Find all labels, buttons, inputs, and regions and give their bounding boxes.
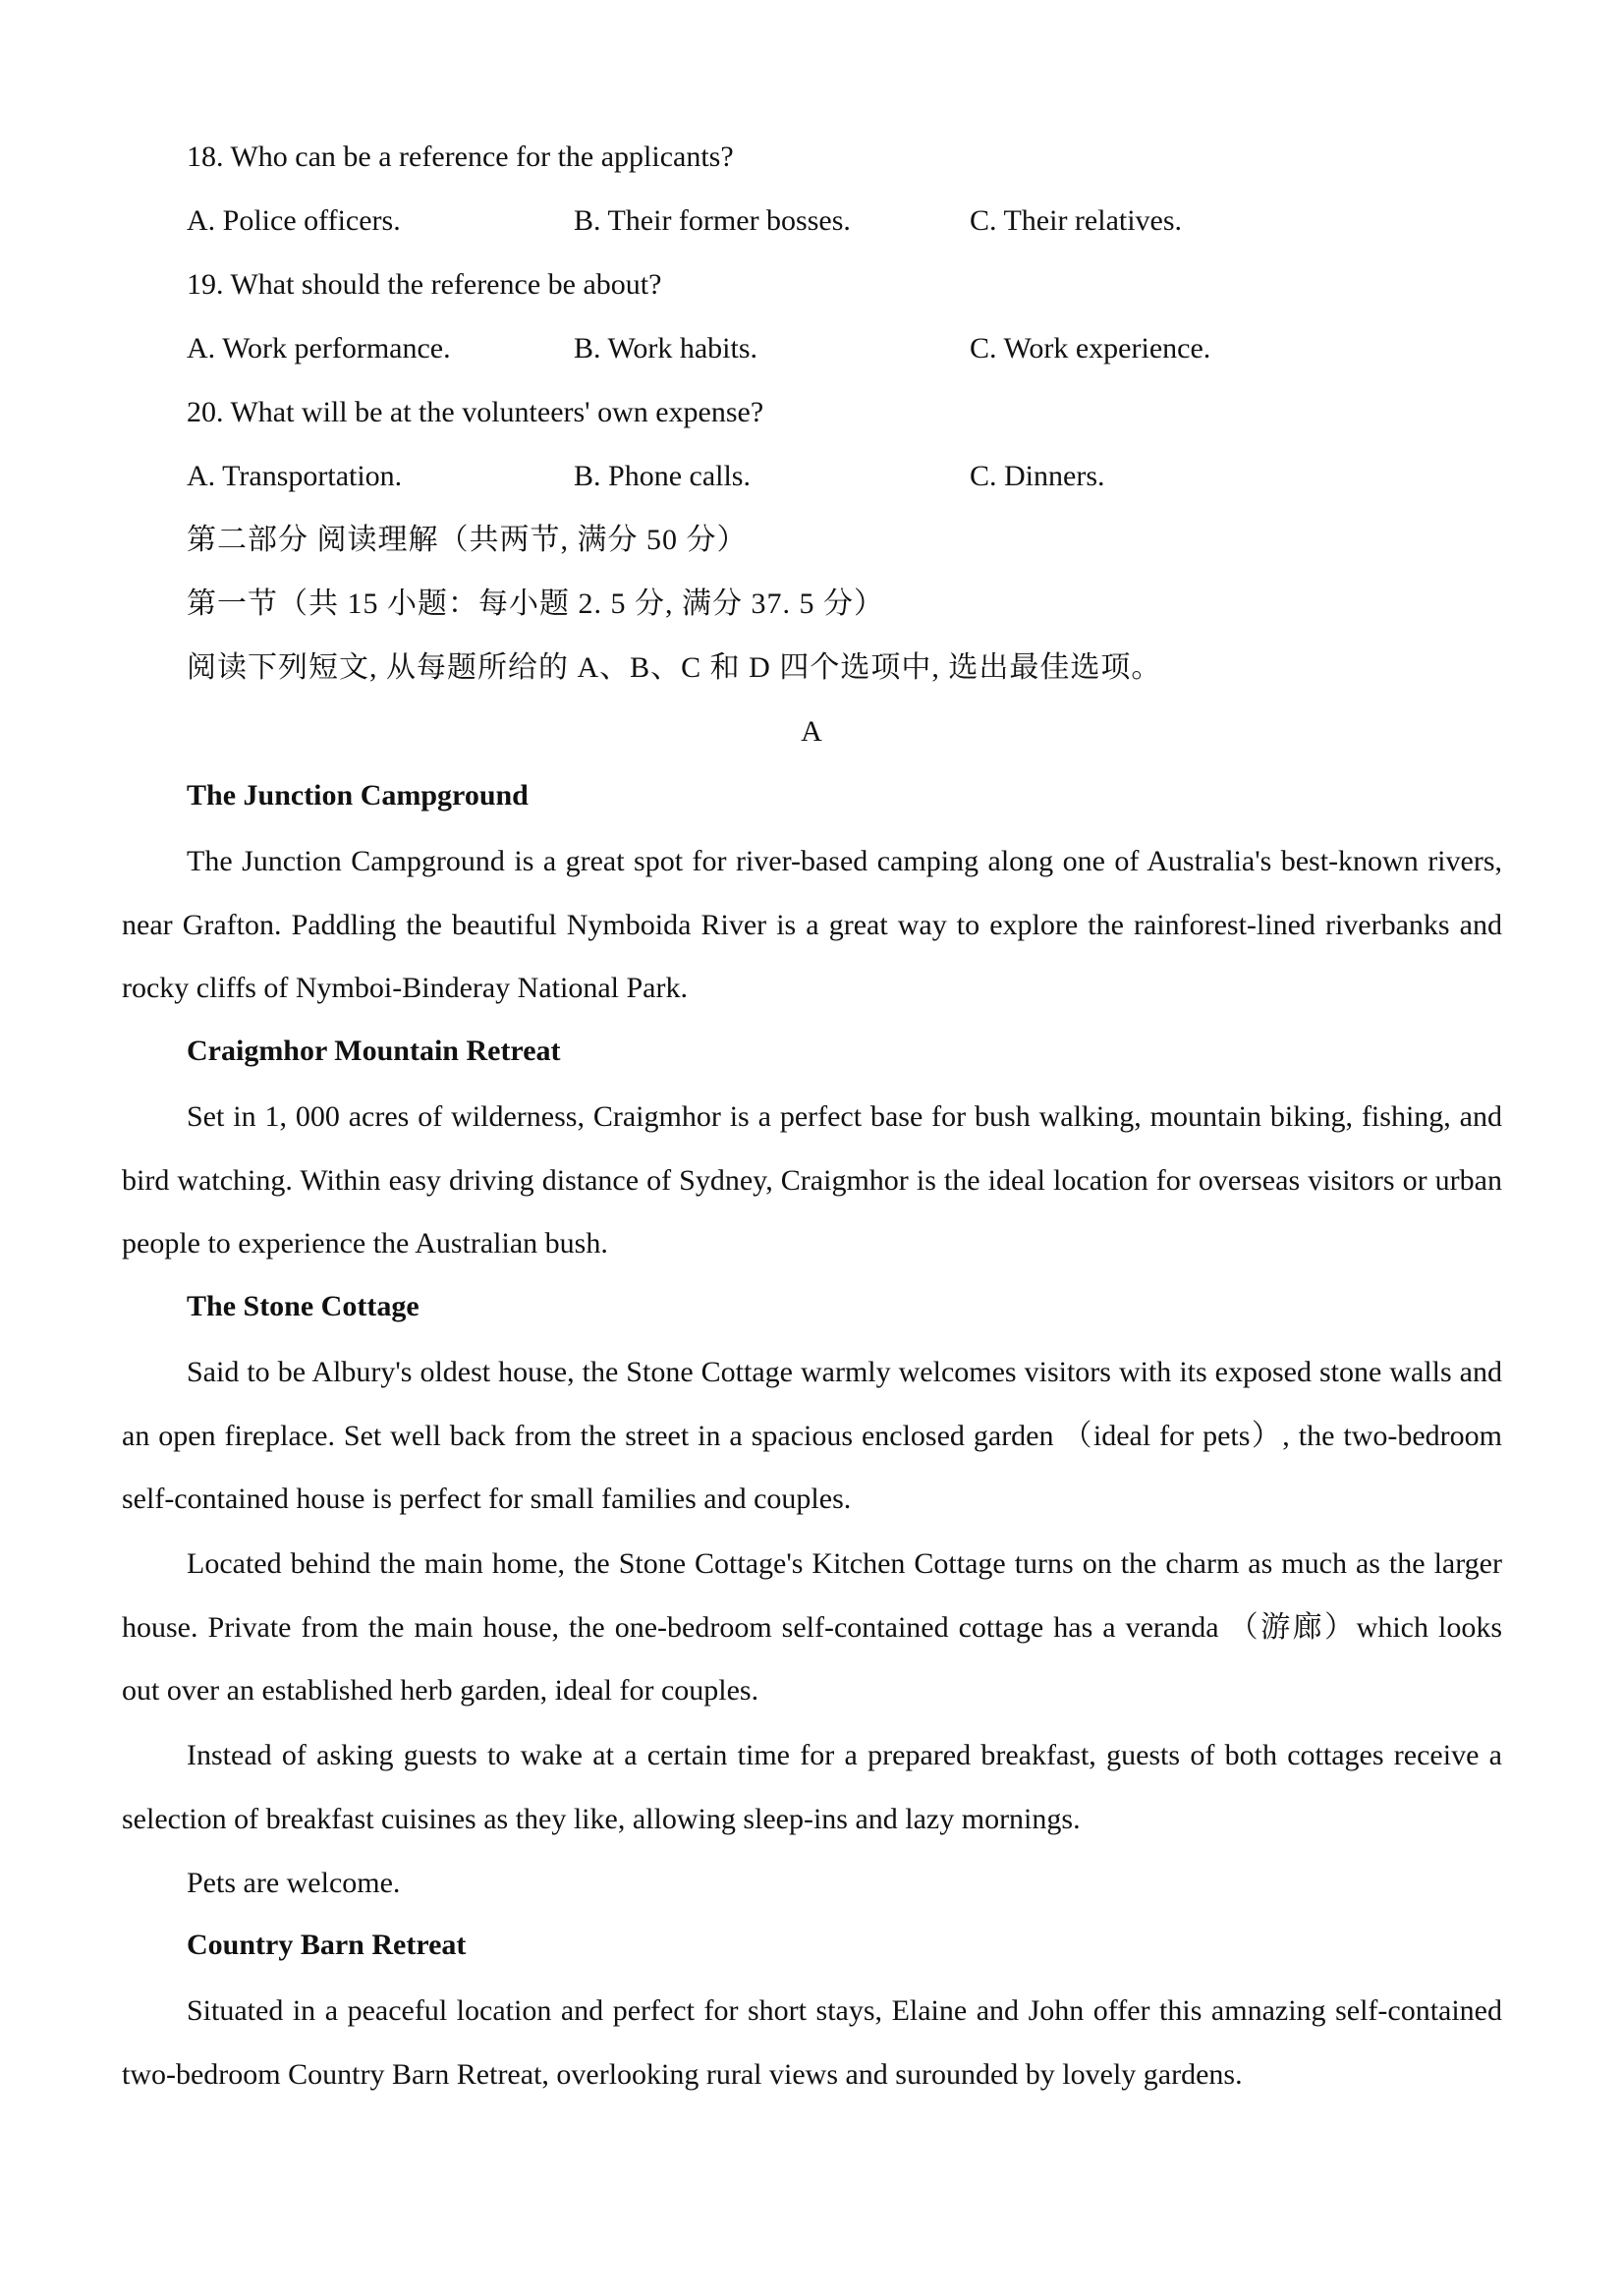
section-subtitle: 第一节（共 15 小题：每小题 2. 5 分, 满分 37. 5 分） — [187, 588, 884, 620]
country-barn-paragraph: Situated in a peaceful location and perfect for short stays, Elaine and John offer this amnazing self-contained two-bedroom Country Barn Retreat, overlooking rural views and surounded by lovely gardens. — [122, 1994, 1502, 2091]
stone-cottage-paragraph-1: Said to be Albury's oldest house, the Stone Cottage warmly welcomes visitors with its exposed stone walls and an open fireplace. Set well back from the street in a spacious enclosed garden （ideal for pets）, the two-bedroom self-contained house is perfect for small families and couples. — [122, 1356, 1502, 1515]
question-19-option-a: A. Work performance. — [187, 332, 451, 364]
instructions: 阅读下列短文, 从每题所给的 A、B、C 和 D 四个选项中, 选出最佳选项。 — [187, 651, 1162, 684]
question-20-option-c: C. Dinners. — [970, 460, 1105, 492]
junction-heading: The Junction Campground — [187, 779, 529, 812]
question-20-option-a: A. Transportation. — [187, 460, 403, 492]
part-title: 第二部分 阅读理解（共两节, 满分 50 分） — [187, 524, 748, 556]
passage-label: A — [801, 715, 822, 748]
question-19-stem: 19. What should the reference be about? — [187, 268, 662, 301]
question-18-option-a: A. Police officers. — [187, 204, 401, 237]
question-18-option-b: B. Their former bosses. — [574, 204, 851, 237]
question-18-stem: 18. Who can be a reference for the applicants? — [187, 140, 734, 173]
country-barn-heading: Country Barn Retreat — [187, 1929, 467, 1961]
question-19-option-b: B. Work habits. — [574, 332, 758, 364]
junction-paragraph: The Junction Campground is a great spot for river-based camping along one of Australia's best-known rivers, near Grafton. Paddling the beautiful Nymboida River is a great way to explore the rainforest-lined riverbanks and rocky cliffs of Nymboi-Binderay National Park. — [122, 845, 1502, 1004]
stone-cottage-paragraph-4: Pets are welcome. — [187, 1867, 401, 1899]
question-20-option-b: B. Phone calls. — [574, 460, 751, 492]
question-18-option-c: C. Their relatives. — [970, 204, 1183, 237]
stone-cottage-paragraph-3: Instead of asking guests to wake at a certain time for a prepared breakfast, guests of both cottages receive a selection of breakfast cuisines as they like, allowing sleep-ins and lazy mornings. — [122, 1739, 1502, 1835]
craigmhor-paragraph: Set in 1, 000 acres of wilderness, Craigmhor is a perfect base for bush walking, mountain biking, fishing, and bird watching. Within easy driving distance of Sydney, Craigmhor is the ideal location for overseas visitors or urban people to experience the Australian bush. — [122, 1100, 1502, 1260]
craigmhor-heading: Craigmhor Mountain Retreat — [187, 1035, 561, 1067]
stone-cottage-heading: The Stone Cottage — [187, 1290, 420, 1322]
question-19-option-c: C. Work experience. — [970, 332, 1211, 364]
stone-cottage-paragraph-2: Located behind the main home, the Stone Cottage's Kitchen Cottage turns on the charm as much as the larger house. Private from the main house, the one-bedroom self-contained cottage has a veranda （游廊）which looks out over an established herb garden, ideal for couples. — [122, 1547, 1502, 1707]
question-20-stem: 20. What will be at the volunteers' own expense? — [187, 396, 764, 428]
